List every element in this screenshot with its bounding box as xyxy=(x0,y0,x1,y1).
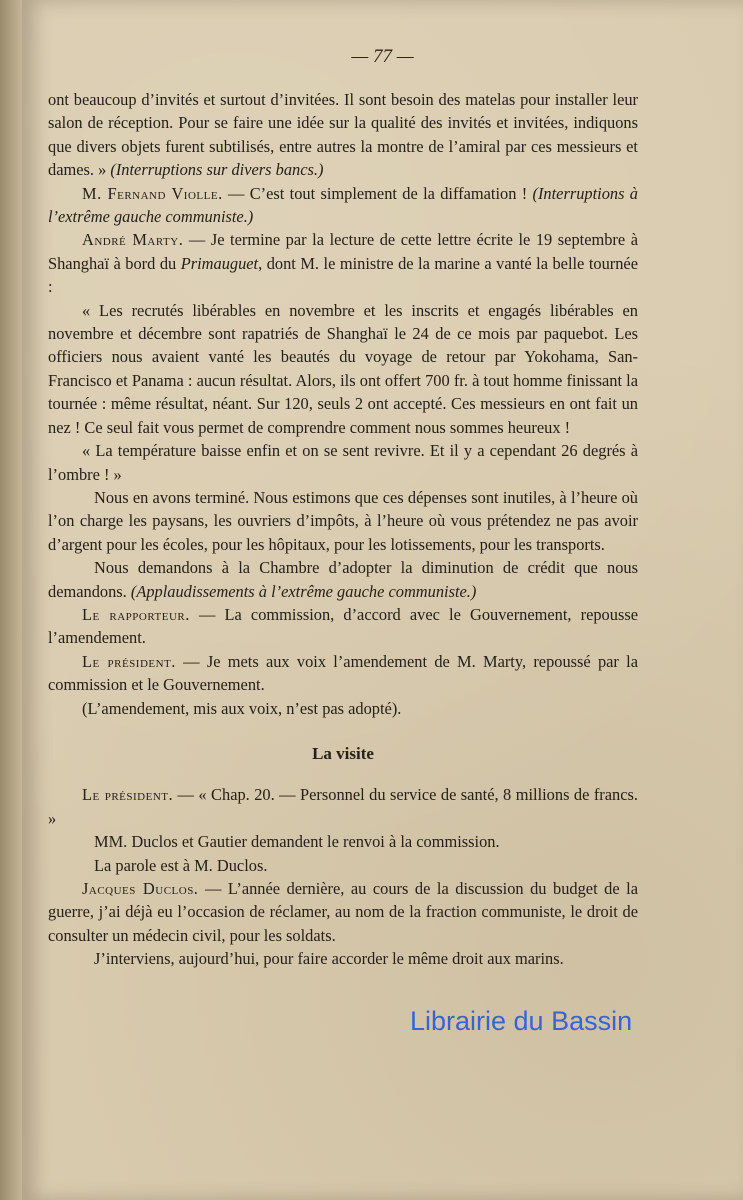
text-run: (L’amendement, mis aux voix, n’est pas adopté). xyxy=(82,698,402,718)
text-run: J’interviens, aujourd’hui, pour faire accorder le même droit aux marins. xyxy=(94,949,564,969)
text-run: Nous demandons à la Chambre d’adopter la diminution de crédit que nous demandons. xyxy=(48,558,638,601)
text-run: — La commission, d’accord avec le Gouvernement, repousse l’amendement. xyxy=(48,604,638,648)
text-run: — C’est tout simplement de la diffamation ! xyxy=(222,183,533,203)
text-run: — Je termine par la lecture de cette lettre écrite le 19 septembre à Shanghaï à bord du xyxy=(48,230,638,273)
paragraph-quote xyxy=(48,439,638,486)
text-run: MM. Duclos et Gautier demandent le renvoi à la commission. xyxy=(94,832,500,852)
paragraph-plain xyxy=(48,486,638,556)
paragraph-plain xyxy=(48,697,638,720)
paragraph-plain xyxy=(48,854,638,877)
text-run: — L’année dernière, au cours de la discussion du budget de la guerre, j’ai déjà eu l’occasion de réclamer, au nom de la fraction communiste, le droit de consulter un médecin civil, pour les soldats. xyxy=(48,879,638,945)
body-text xyxy=(48,88,638,971)
text-run: ont beaucoup d’invités et surtout d’invitées. Il sont besoin des matelas pour installer leur salon de réception. Pour se faire une idée sur la qualité des invités et invitées, indiquons que divers objets furent subtilisés, entre autres la montre de l’amiral par ces messieurs et dames. » xyxy=(48,90,638,180)
speaker-name: Jacques Duclos. xyxy=(82,879,199,898)
section-heading: La visite xyxy=(312,743,374,763)
italic-text: (Applaudissements à l’extrême gauche communiste.) xyxy=(130,581,477,601)
speaker-name: Le président. xyxy=(82,785,174,805)
paragraph-plain xyxy=(48,830,638,853)
paragraph-plain xyxy=(48,556,638,603)
text-run: Nous en avons terminé. Nous estimons que ces dépenses sont inutiles, à l’heure où l’on charge les paysans, les ouvriers d’impôts, à l’heure où vous prétendez ne pas avoir d’argent pour les écoles, pour les hôpitaux, pour les lotissements, pour les transports. xyxy=(48,487,638,554)
speaker-name: Le rapporteur. xyxy=(82,604,190,624)
speaker-name: Le président. xyxy=(82,651,176,671)
debate-text-block-1 xyxy=(48,88,638,720)
paragraph-speech xyxy=(48,228,638,298)
debate-text-block-2 xyxy=(48,783,638,970)
text-run: — « Chap. 20. — Personnel du service de santé, 8 millions de francs. » xyxy=(48,785,638,828)
italic-text: Primauguet xyxy=(180,253,259,273)
paragraph-plain xyxy=(48,947,638,970)
bookseller-watermark: Librairie du Bassin xyxy=(410,1006,633,1036)
paragraph-speech xyxy=(48,877,638,947)
paragraph-speech xyxy=(48,783,638,830)
speaker-name: M. Fernand Violle. xyxy=(82,183,223,203)
text-run: — Je mets aux voix l’amendement de M. Marty, repoussé par la commission et le Gouvernement. xyxy=(48,651,638,695)
paragraph-plain xyxy=(48,88,638,182)
paragraph-speech xyxy=(48,650,638,697)
italic-text: (Interruptions sur divers bancs.) xyxy=(110,160,324,180)
book-page xyxy=(22,0,743,1200)
text-run: « Les recrutés libérables en novembre et les inscrits et engagés libérables en novembre et décembre sont rapatriés de Shanghaï le 24 de ce mois par paquebot. Les officiers nous avaient vanté les beautés du voyage de retour par Yokohama, San-Francisco et Panama : aucun résultat. Alors, ils ont offert 700 fr. à tout homme finissant la tournée : même résultat, néant. Sur 120, seuls 2 ont accepté. Ces messieurs en ont fait un nez ! Ce seul fait vous permet de comprendre comment nous sommes heureux ! xyxy=(48,300,638,437)
text-run: , dont M. le ministre de la marine a vanté la belle tournée : xyxy=(48,253,638,297)
italic-text: (Interruptions à l’extrême gauche communiste.) xyxy=(48,183,639,227)
text-run: « La température baisse enfin et on se sent revivre. Et il y a cependant 26 degrés à l’ombre ! » xyxy=(48,441,638,484)
speaker-name: André Marty. xyxy=(82,230,184,250)
paragraph-quote xyxy=(48,299,638,439)
paragraph-speech xyxy=(48,182,638,229)
text-run: La parole est à M. Duclos. xyxy=(94,855,268,875)
paragraph-speech xyxy=(48,603,638,650)
page-number: — 77 — xyxy=(351,46,414,67)
